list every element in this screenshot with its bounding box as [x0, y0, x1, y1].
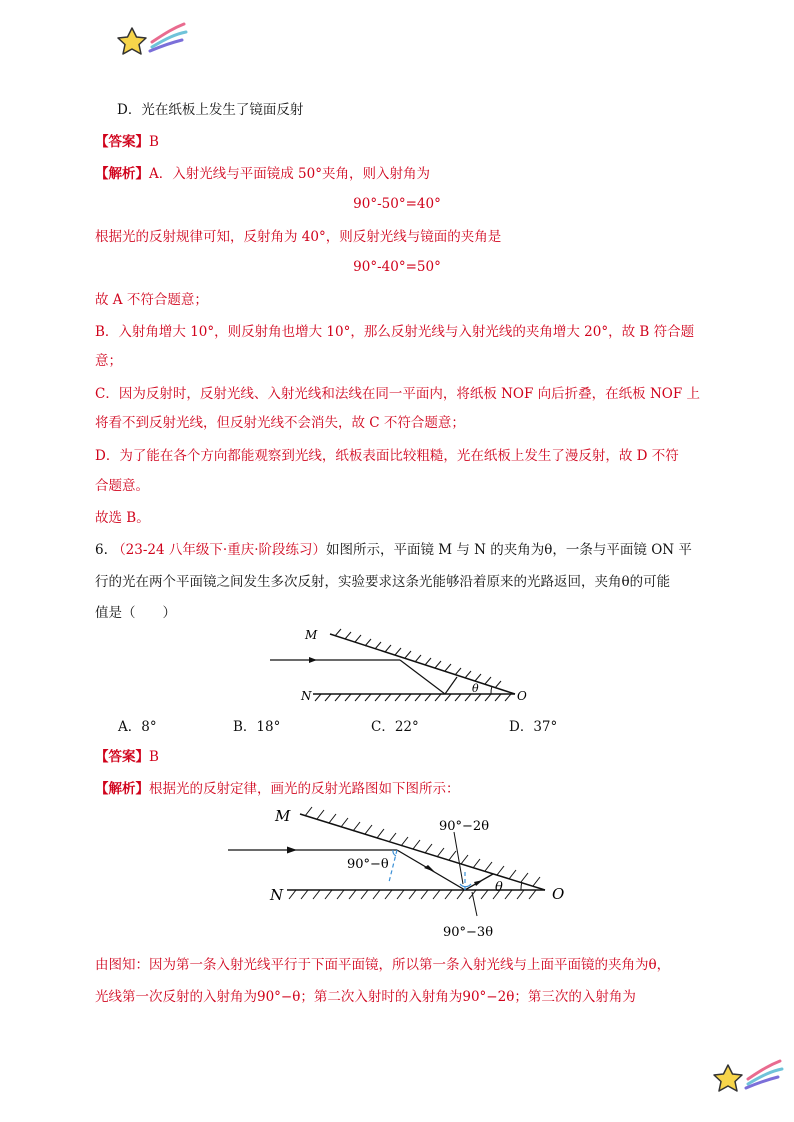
question-stem-3: 值是（ ）	[95, 605, 176, 621]
conclusion-line-2: 光线第一次反射的入射角为90°−θ；第二次入射时的入射角为90°−2θ；第三次的入射角为	[95, 989, 636, 1005]
analysis-c-line-2: 将看不到反射光线，但反射光线不会消失，故 C 不符合题意；	[95, 415, 465, 431]
q6-answer-label: 【答案】	[95, 749, 149, 765]
q6-analysis-label: 【解析】	[95, 781, 149, 797]
label-theta: θ	[495, 880, 503, 895]
analysis-a-text: A．入射光线与平面镜成 50°夹角，则入射角为	[149, 166, 430, 182]
question-stem-1: 如图所示，平面镜 M 与 N 的夹角为θ，一条与平面镜 ON 平	[325, 542, 692, 558]
answer-row	[95, 132, 159, 152]
label-angle-2: 90°−2θ	[439, 819, 490, 834]
conclusion-text: 故选 B。	[95, 510, 150, 526]
label-m: M	[305, 628, 318, 642]
mirror-figure-1	[265, 622, 535, 708]
label-angle-3: 90°−3θ	[443, 925, 494, 940]
option-d-text: D．光在纸板上发生了镜面反射	[117, 102, 304, 118]
ray-arrow	[309, 657, 317, 663]
q6-answer-row	[95, 747, 159, 767]
mirror-m-line	[330, 634, 515, 694]
analysis-label: 【解析】	[95, 166, 149, 182]
answer-label: 【答案】	[95, 134, 149, 150]
question-stem-2: 行的光在两个平面镜之间发生多次反射，实验要求这条光能够沿着原来的光路返回，夹角θ的可能	[95, 574, 671, 590]
angle-arc-2	[460, 884, 471, 887]
analysis-c-line-1: C．因为反射时，反射光线、入射光线和法线在同一平面内，将纸板 NOF 向后折叠，在纸板 NOF 上	[95, 386, 700, 402]
pointer-line-2	[472, 892, 477, 916]
answer-value: B	[149, 134, 159, 150]
conclusion-line-1: 由图知：因为第一条入射光线平行于下面平面镜，所以第一条入射光线与上面平面镜的夹角为θ，	[95, 957, 671, 973]
option-b: B．18°	[233, 719, 281, 735]
angle-arc-1	[393, 850, 396, 856]
question-number: 6.	[95, 542, 108, 558]
question-6-line-1	[95, 540, 692, 560]
ray-arrow-2	[424, 865, 435, 872]
mirror-m-line	[300, 814, 545, 890]
q6-analysis-text: 根据光的反射定律，画光的反射光路图如下图所示：	[149, 781, 460, 797]
label-angle-1: 90°−θ	[347, 857, 389, 872]
formula-2: 90°-40°=50°	[353, 259, 441, 275]
q6-analysis-row	[95, 779, 460, 799]
label-o: O	[552, 885, 565, 903]
analysis-b-line-1: B．入射角增大 10°，则反射角也增大 10°，那么反射光线与入射光线的夹角增大 20°，故 B 符合题	[95, 324, 695, 340]
ray-arrow-3	[474, 880, 483, 886]
mirror-m-hatching	[335, 629, 501, 688]
theta-arc	[491, 686, 492, 694]
analysis-d-line-2: 合题意。	[95, 478, 149, 494]
option-d: D．37°	[509, 719, 558, 735]
question-source: （23-24 八年级下·重庆·阶段练习）	[112, 542, 326, 558]
mirror-n-hatching	[315, 694, 511, 701]
analysis-b-line-2: 意；	[95, 353, 122, 369]
formula-1: 90°-50°=40°	[353, 196, 441, 212]
analysis-d-line-1: D．为了能在各个方向都能观察到光线，纸板表面比较粗糙，光在纸板上发生了漫反射，故 D 不符	[95, 448, 679, 464]
analysis-text-3: 故 A 不符合题意；	[95, 292, 208, 308]
label-theta: θ	[472, 682, 479, 695]
ray-arrow-1	[287, 847, 297, 854]
reflected-ray-2	[445, 677, 457, 694]
label-n: N	[301, 689, 312, 703]
analysis-text-2: 根据光的反射规律可知，反射角为 40°，则反射光线与镜面的夹角是	[95, 229, 502, 245]
reflected-ray-1	[400, 660, 445, 694]
analysis-row	[95, 164, 430, 184]
q6-answer-value: B	[149, 749, 159, 765]
option-a: A．8°	[118, 719, 157, 735]
label-m: M	[275, 807, 291, 825]
normal-line-1	[389, 850, 397, 882]
label-n: N	[270, 886, 284, 904]
pointer-line-1	[454, 832, 463, 884]
mirror-figure-2	[225, 802, 580, 942]
label-o: O	[517, 689, 527, 703]
star-decoration-icon	[112, 18, 188, 62]
mirror-m-hatching	[305, 807, 540, 886]
star-decoration-icon	[708, 1055, 784, 1099]
option-c: C．22°	[371, 719, 419, 735]
